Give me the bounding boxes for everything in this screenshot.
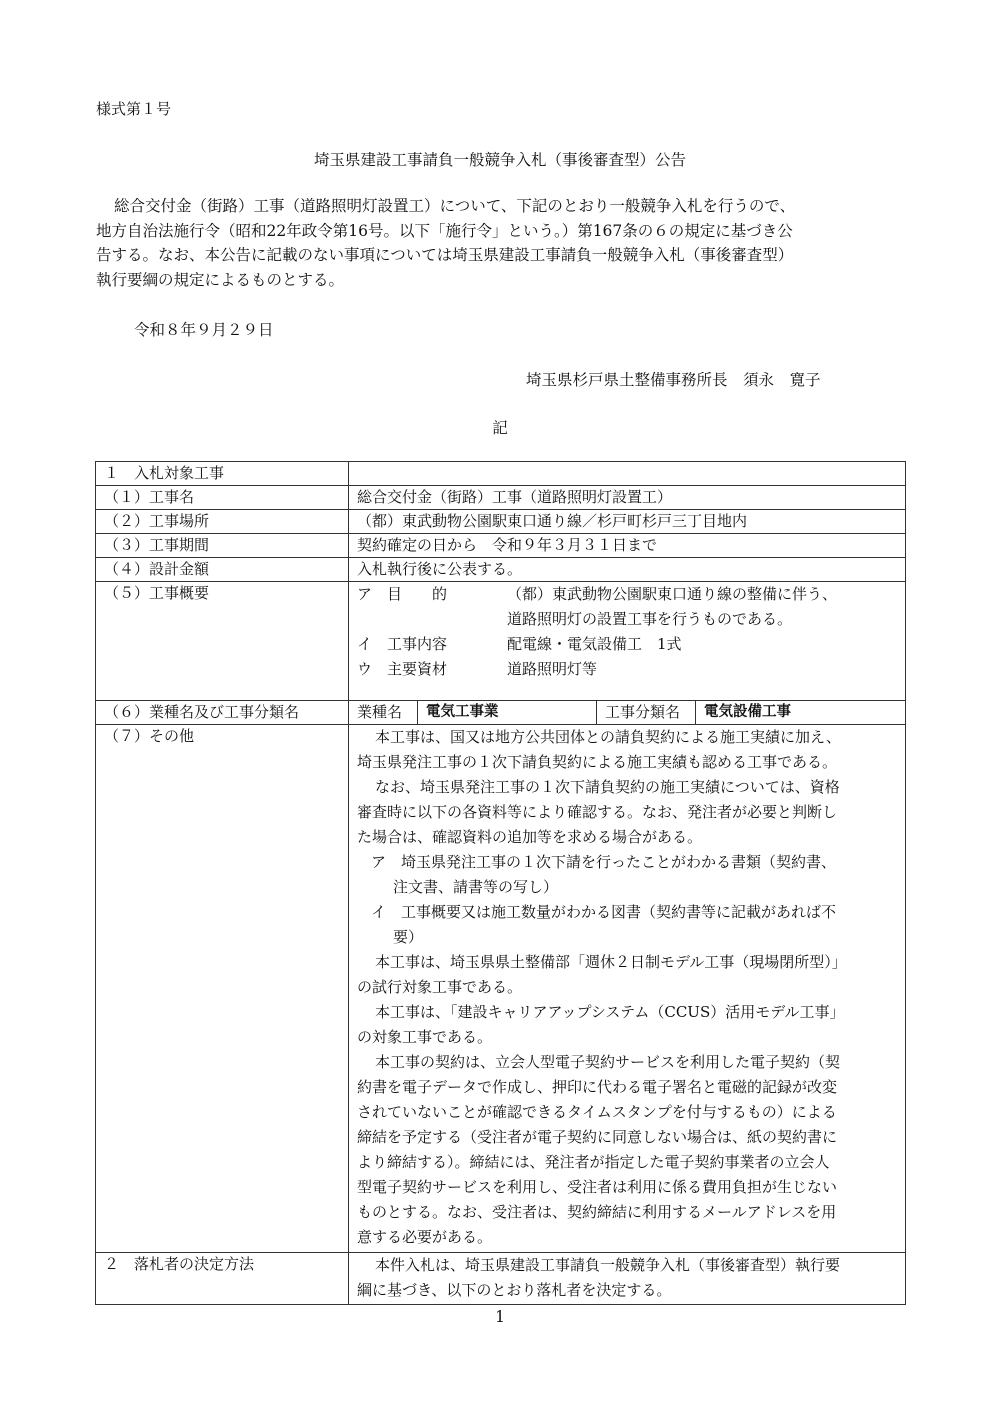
intro-paragraph <box>96 194 908 292</box>
section2-line: 綱に基づき、以下のとおり落札者を決定する。 <box>357 1281 672 1299</box>
overview-key: ア 目 的 <box>357 585 448 603</box>
overview-material <box>357 657 897 682</box>
other-line: の対象工事である。 <box>357 1028 493 1046</box>
row-label: （６）業種名及び工事分類名 <box>96 701 349 725</box>
row-label: （５）工事概要 <box>96 582 349 701</box>
work-class-value: 電気設備工事 <box>704 704 791 720</box>
row-value <box>349 462 906 486</box>
table-row <box>96 534 906 558</box>
table-row <box>96 510 906 534</box>
business-type-label: 業種名 <box>349 701 418 724</box>
row-label: （７）その他 <box>96 725 349 1253</box>
intro-line: 執行要綱の規定によるものとする。 <box>96 270 345 289</box>
business-type-cell <box>349 701 906 725</box>
ki-heading: 記 <box>492 419 508 437</box>
row-value: （都）東武動物公園駅東口通り線／杉戸町杉戸三丁目地内 <box>349 510 906 534</box>
document-title: 埼玉県建設工事請負一般競争入札（事後審査型）公告 <box>313 151 686 169</box>
other-line: なお、埼玉県発注工事の１次下請負契約の施工実績については、資格 <box>375 778 840 796</box>
row-label: （３）工事期間 <box>96 534 349 558</box>
overview-purpose <box>357 582 897 607</box>
other-line: 注文書、請書等の写し） <box>393 878 559 896</box>
other-lines <box>357 725 897 1250</box>
table-row <box>96 701 906 725</box>
other-line: ものとする。なお、受注者は、契約締結に利用するメールアドレスを用 <box>357 1203 837 1221</box>
intro-line: 総合交付金（街路）工事（道路照明灯設置工）について、下記のとおり一般競争入札を行うので、 <box>114 197 796 215</box>
other-cell <box>349 725 906 1253</box>
other-line: より締結する）。締結には、発注者が指定した電子契約事業者の立会人 <box>357 1153 830 1171</box>
overview-key: イ 工事内容 <box>357 635 448 653</box>
row-label: ２ 落札者の決定方法 <box>96 1253 349 1305</box>
row-label: （２）工事場所 <box>96 510 349 534</box>
section2-line: 本件入札は、埼玉県建設工事請負一般競争入札（事後審査型）執行要 <box>375 1256 841 1274</box>
other-line: イ 工事概要又は施工数量がわかる図書（契約書等に記載があれば不 <box>371 903 837 921</box>
row-value <box>349 1253 906 1305</box>
other-line: 本工事は、「建設キャリアアップシステム（CCUS）活用モデル工事」 <box>375 1003 845 1021</box>
work-class-label: 工事分類名 <box>597 701 696 724</box>
overview-value: 配電線・電気設備工 1式 <box>507 635 682 653</box>
other-line: の試行対象工事である。 <box>357 978 523 996</box>
overview-value: 道路照明灯の設置工事を行うものである。 <box>507 610 793 628</box>
page-number: 1 <box>495 1308 505 1326</box>
other-line: 本工事の契約は、立会人型電子契約サービスを利用した電子契約（契 <box>375 1053 841 1071</box>
other-line: ア 埼玉県発注工事の１次下請を行ったことがわかる書類（契約書、 <box>371 853 837 871</box>
issuer: 埼玉県杉戸県土整備事務所長 須永 寛子 <box>526 371 821 389</box>
other-line: 本工事は、埼玉県県土整備部「週休２日制モデル工事（現場閉所型）」 <box>375 953 847 971</box>
row-label: １ 入札対象工事 <box>96 462 349 486</box>
row-label: （４）設計金額 <box>96 558 349 582</box>
overview-key: ウ 主要資材 <box>357 660 448 678</box>
form-number: 様式第１号 <box>96 100 172 118</box>
notice-date: 令和８年９月２９日 <box>134 321 274 339</box>
other-line: 要） <box>393 928 424 946</box>
other-line: されていないことが確認できるタイムスタンプを付与するもの）による <box>357 1103 837 1121</box>
table-row <box>96 486 906 510</box>
table-row <box>96 462 906 486</box>
other-line: 審査時に以下の各資料等により確認する。なお、発注者が必要と判断し <box>357 803 838 821</box>
overview-value: 道路照明灯等 <box>507 660 598 678</box>
other-line: 型電子契約サービスを利用し、受注者は利用に係る費用負担が生じない <box>357 1178 838 1196</box>
table-row <box>96 558 906 582</box>
business-type-value: 電気工事業 <box>418 701 597 724</box>
table-row <box>96 1253 906 1305</box>
notice-table <box>95 461 906 1305</box>
other-line: 本工事は、国又は地方公共団体との請負契約による施工実績に加え、 <box>375 728 841 746</box>
other-line: 意する必要がある。 <box>357 1228 493 1246</box>
row-value: 契約確定の日から 令和９年３月３１日まで <box>349 534 906 558</box>
other-line: た場合は、確認資料の追加等を求める場合がある。 <box>357 828 703 846</box>
other-line: 埼玉県発注工事の１次下請負契約による施工実績も認める工事である。 <box>357 753 838 771</box>
intro-line: 告する。なお、本公告に記載のない事項については埼玉県建設工事請負一般競争入札（事後審査型） <box>96 246 794 264</box>
row-label: （１）工事名 <box>96 486 349 510</box>
table-row <box>96 582 906 701</box>
row-value: 入札執行後に公表する。 <box>349 558 906 582</box>
intro-line: 地方自治法施行令（昭和22年政令第16号。以下「施行令」という。）第167条の６の規定に基づき公 <box>96 221 793 240</box>
overview-content <box>357 632 897 657</box>
other-line: 締結を予定する（受注者が電子契約に同意しない場合は、紙の契約書に <box>357 1128 838 1146</box>
other-line: 約書を電子データで作成し、押印に代わる電子署名と電磁的記録が改変 <box>357 1078 838 1096</box>
overview-value: （都）東武動物公園駅東口通り線の整備に伴う、 <box>507 585 838 603</box>
overview-cell <box>349 582 906 701</box>
row-value: 総合交付金（街路）工事（道路照明灯設置工） <box>349 486 906 510</box>
table-row <box>96 725 906 1253</box>
